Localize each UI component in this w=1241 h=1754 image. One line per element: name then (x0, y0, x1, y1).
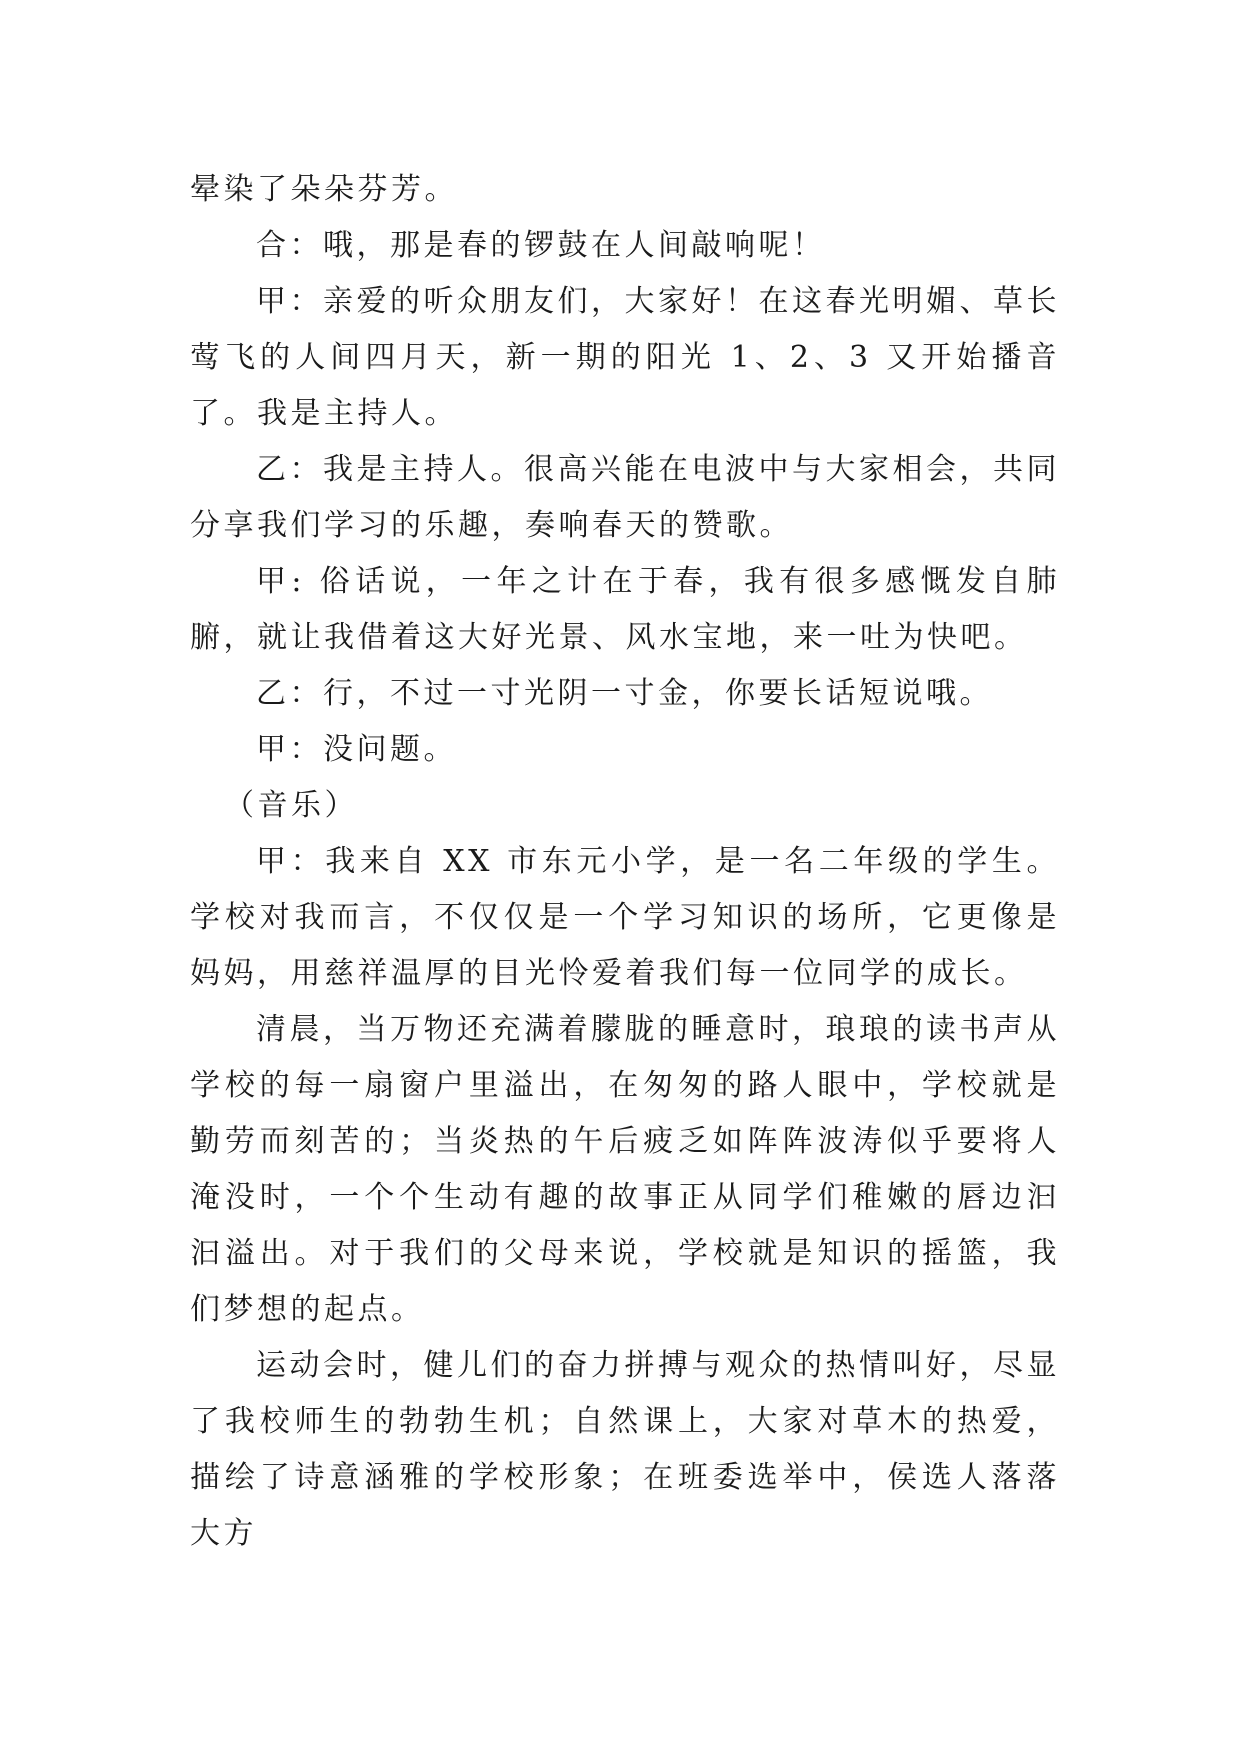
paragraph-10: 清晨，当万物还充满着朦胧的睡意时，琅琅的读书声从学校的每一扇窗户里溢出，在匆匆的路人眼中，学校就是勤劳而刻苦的；当炎热的午后疲乏如阵阵波涛似乎要将人淹没时，一个个生动有趣的故事正从同学们稚嫩的唇边汩汩溢出。对于我们的父母来说，学校就是知识的摇篮，我们梦想的起点。 (190, 1012, 1060, 1327)
paragraph-7: 甲：没问题。 (256, 732, 457, 767)
paragraph-1: 晕染了朵朵芬芳。 (190, 172, 458, 207)
paragraph-2: 合：哦，那是春的锣鼓在人间敲响呢！ (256, 228, 826, 263)
paragraph-9: 甲：我来自 XX 市东元小学，是一名二年级的学生。学校对我而言，不仅仅是一个学习知识的场所，它更像是妈妈，用慈祥温厚的目光怜爱着我们每一位同学的成长。 (190, 844, 1060, 991)
paragraph-3: 甲：亲爱的听众朋友们，大家好！在这春光明媚、草长莺飞的人间四月天，新一期的阳光 1、2、3 又开始播音了。我是主持人。 (190, 284, 1060, 431)
paragraph-5: 甲: 俗话说，一年之计在于春，我有很多感慨发自肺腑，就让我借着这大好光景、风水宝地，来一吐为快吧。 (190, 564, 1060, 655)
paragraph-11: 运动会时，健儿们的奋力拼搏与观众的热情叫好，尽显了我校师生的勃勃生机；自然课上，大家对草木的热爱，描绘了诗意涵雅的学校形象；在班委选举中，侯选人落落大方 (190, 1348, 1060, 1551)
document-body (190, 162, 1060, 1562)
paragraph-6: 乙：行，不过一寸光阴一寸金，你要长话短说哦。 (256, 676, 993, 711)
paragraph-4: 乙：我是主持人。很高兴能在电波中与大家相会，共同分享我们学习的乐趣，奏响春天的赞歌。 (190, 452, 1060, 543)
paragraph-8-music-cue: （音乐） (224, 788, 358, 823)
